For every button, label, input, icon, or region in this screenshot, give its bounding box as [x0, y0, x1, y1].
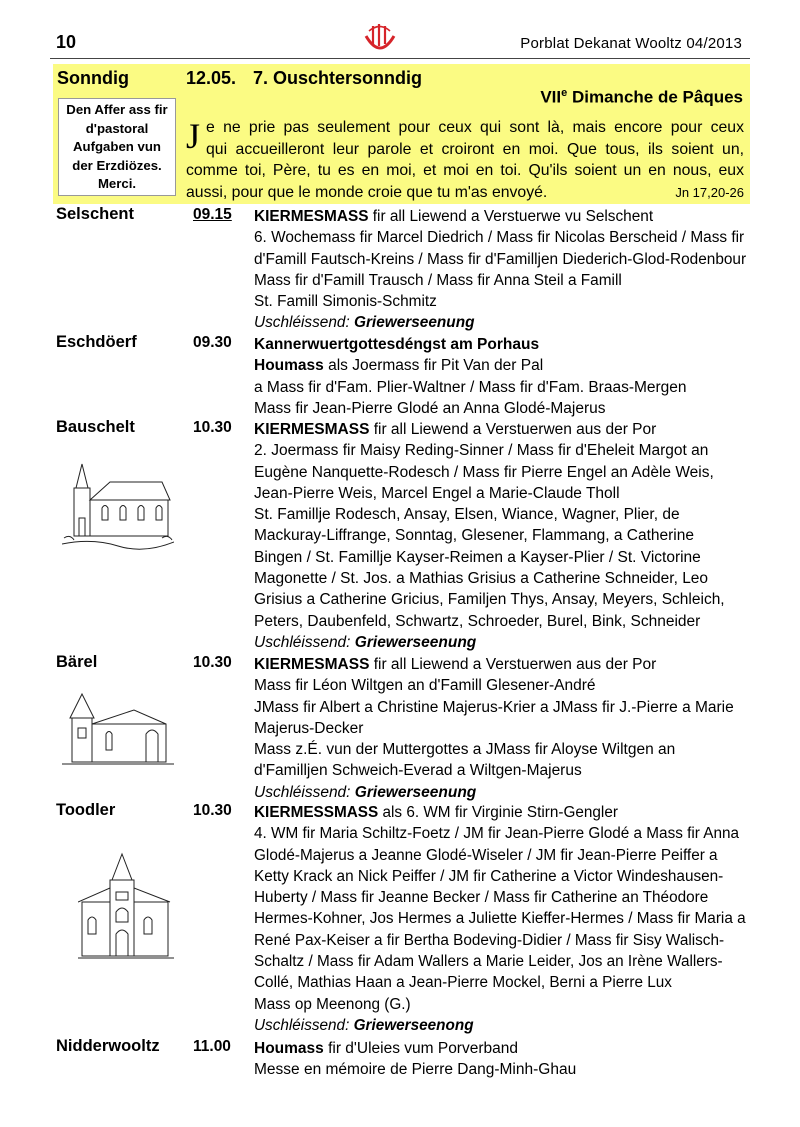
quote-line: comme toi, Père, tu es en moi, et moi en toi. Qu'ils soient un en nous, eux [186, 162, 744, 179]
quote-line: e ne prie pas seulement pour ceux qui sont là, mais encore pour ceux [206, 119, 744, 136]
weekday-label: Sonndig [57, 68, 129, 88]
church-toodler-illustration [78, 850, 174, 962]
offering-notice-line: Den Affer ass fir [66, 102, 168, 117]
intention-line: Grisius a Catherine Gricius, Familjen Thys, Ansay, Meyers, Schleich, [254, 591, 725, 609]
gospel-quote [186, 117, 744, 203]
day-name: 7. Ouschtersonndig [253, 68, 423, 88]
offering-notice-line: der Erzdiözes. [72, 157, 162, 173]
offering-notice [58, 98, 176, 196]
intention-line: Mass fir Jean-Pierre Glodé an Anna Glodé-Majerus [254, 399, 606, 417]
intention-line: Kannerwuertgottesdéngst am Porhaus [254, 336, 540, 353]
mass-intentions [254, 206, 746, 334]
intention-line: Hermes-Kohner, Jos Hermes a Juliette Kieffer-Hermes / Mass fir Maria a [254, 910, 746, 928]
intention-line: 4. WM fir Maria Schiltz-Foetz / JM fir Jean-Pierre Glodé a Mass fir Anna [254, 825, 740, 843]
place-name: Selschent [56, 205, 134, 223]
place-name: Eschdöerf [56, 333, 137, 351]
mass-intentions [254, 419, 725, 653]
intention-line: 6. Wochemass fir Marcel Diedrich / Mass fir Nicolas Berscheid / Mass fir [254, 229, 745, 247]
offering-notice-line: Aufgaben vun [73, 139, 161, 154]
intention-line: Bingen / St. Famillje Kayser-Reimen a Kayser-Plier / St. Victorine [254, 548, 701, 566]
place-name: Nidderwooltz [56, 1037, 160, 1055]
mass-time: 09.30 [193, 334, 232, 351]
intention-line: a Mass fir d'Fam. Plier-Waltner / Mass fir d'Fam. Braas-Mergen [254, 378, 687, 396]
offering-notice-line: Merci. [97, 176, 137, 191]
quote-line: qui accueilleront leur parole et croiront en moi. Que tous, ils soient un, [206, 140, 744, 158]
intention-line: 2. Joermass fir Maisy Reding-Sinner / Mass fir d'Eheleit Margot an [254, 442, 709, 460]
french-day-name: VIIe Dimanche de Pâques [540, 87, 743, 107]
intention-line: Houmass als Joermass fir Pit Van der Pal [254, 357, 544, 375]
quote-line: aussi, pour que le monde croie que tu m'as envoyé. Jn 17,20-26 [186, 182, 744, 204]
intention-line: Peters, Daubenfeld, Schwartz, Schroeder, Burel, Bink, Schneider [254, 612, 701, 630]
intention-line: Huberty / Mass fir Jeanne Becker / Mass fir Catherine an Théodore [254, 889, 709, 907]
intention-line: Uschléissend: Griewerseenung [254, 314, 475, 332]
mass-intentions [254, 334, 687, 419]
intention-line: Mass op Meenong (G.) [254, 995, 411, 1013]
intention-line: Mackuray-Liffrange, Sonntag, Glesener, Flammang, a Catherine [254, 527, 694, 545]
church-baerel-illustration [62, 688, 174, 768]
place-name: Toodler [56, 801, 116, 819]
quote-dropcap: J [186, 116, 201, 156]
header-divider [50, 58, 750, 59]
intention-line: Mass fir d'Famill Trausch / Mass fir Anna Steil a Famill [254, 271, 622, 289]
place-name: Bauschelt [56, 418, 135, 436]
intention-line: Houmass fir d'Uleies vum Porverband [254, 1040, 518, 1057]
intention-line: KIERMESMASS fir all Liewend a Verstuerwe vu Selschent [254, 208, 654, 225]
intention-line: Magonette / St. Jos. a Mathias Grisius a Catherine Schneider, Leo [254, 570, 709, 588]
intention-line: KIERMESMASS fir all Liewend a Verstuerwen aus der Por [254, 421, 657, 438]
mass-intentions [254, 654, 734, 803]
church-bauschelt-illustration [62, 458, 174, 550]
quote-reference: Jn 17,20-26 [675, 184, 744, 200]
intention-line: d'Famill Fautsch-Kreins / Mass fir d'Familljen Diederich-Glod-Rodenbour [254, 250, 747, 268]
intention-line: Uschléissend: Griewerseenung [254, 783, 477, 801]
intention-line: René Pax-Keiser a fir Bertha Bodeving-Didier / Mass fir Sisy Walisch- [254, 931, 725, 949]
intention-line: Uschléissend: Griewerseenong [254, 1016, 474, 1034]
intention-line: Schaltz / Mass fir Adam Wallers a Marie Leider, Jos an Irène Wallers- [254, 953, 723, 971]
page-number: 10 [56, 32, 77, 52]
intention-line: Majerus-Decker [254, 719, 364, 737]
header-title: Porblat Dekanat Wooltz 04/2013 [520, 35, 742, 52]
mass-intentions [254, 802, 746, 1036]
day-date: 12.05. [186, 68, 237, 88]
intention-line: KIERMESSMASS als 6. WM fir Virginie Stirn-Gengler [254, 804, 618, 821]
mass-time: 09.15 [193, 206, 232, 223]
mass-time: 10.30 [193, 802, 232, 819]
intention-line: Collé, Mathias Haan a Jean-Pierre Mockel, Berni a Pierre Lux [254, 974, 672, 992]
intention-line: Uschléissend: Griewerseenung [254, 633, 477, 651]
intention-line: Jean-Pierre Weis, Marcel Engel a Marie-Claude Tholl [254, 484, 620, 502]
intention-line: Mass z.É. vun der Muttergottes a JMass fir Aloyse Wiltgen an [254, 741, 676, 759]
intention-line: Eugène Nanquette-Rodesch / Mass fir Pierre Engel an Adèle Weis, [254, 463, 714, 481]
parish-logo-icon [360, 22, 400, 58]
intention-line: d'Familljen Schweich-Everad a Wiltgen-Majerus [254, 762, 582, 780]
intention-line: St. Famill Simonis-Schmitz [254, 293, 437, 311]
intention-line: St. Famillje Rodesch, Ansay, Elsen, Wiance, Wagner, Plier, de [254, 506, 680, 524]
intention-line: Glodé-Majerus a Jeanne Glodé-Wiseler / JM fir Jean-Pierre Peiffer a [254, 846, 718, 864]
mass-time: 11.00 [193, 1038, 231, 1055]
mass-time: 10.30 [193, 654, 232, 671]
place-name: Bärel [56, 653, 98, 671]
mass-time: 10.30 [193, 419, 232, 436]
intention-line: Messe en mémoire de Pierre Dang-Minh-Ghau [254, 1061, 577, 1079]
intention-line: Mass fir Léon Wiltgen an d'Famill Glesener-André [254, 677, 596, 695]
mass-intentions [254, 1038, 576, 1081]
intention-line: Ketty Krack an Nick Peiffer / JM fir Catherine a Victor Windeshausen- [254, 867, 724, 885]
intention-line: JMass fir Albert a Christine Majerus-Krier a JMass fir J.-Pierre a Marie [254, 698, 734, 716]
intention-line: KIERMESMASS fir all Liewend a Verstuerwen aus der Por [254, 656, 657, 673]
offering-notice-line: d'pastoral [85, 120, 149, 136]
